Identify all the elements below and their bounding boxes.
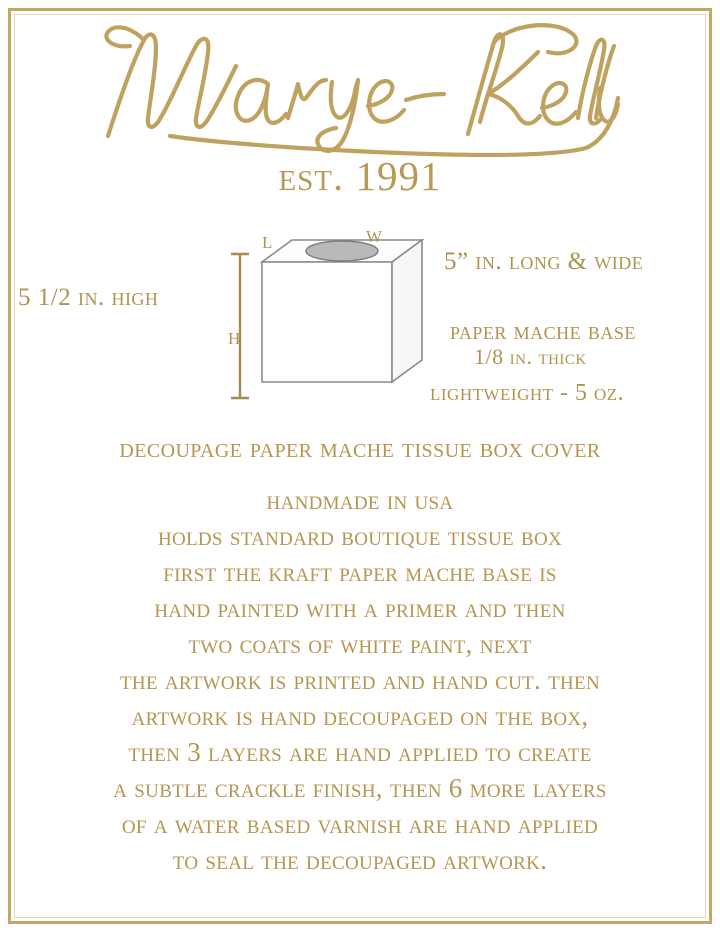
product-description bbox=[0, 482, 720, 878]
dimension-diagram bbox=[0, 222, 720, 422]
description-line: two coats of white paint, next bbox=[188, 629, 532, 659]
label-width: w bbox=[366, 222, 383, 248]
description-line: the artwork is printed and hand cut. then bbox=[120, 665, 600, 695]
description-line: holds standard boutique tissue box bbox=[157, 521, 563, 551]
description-line: artwork is hand decoupaged on the box, bbox=[131, 701, 589, 731]
description-line: to seal the decoupaged artwork. bbox=[172, 845, 548, 875]
label-length: l bbox=[262, 228, 273, 254]
long-wide-spec: 5” in. long & wide bbox=[444, 248, 644, 275]
base-material-spec: paper mache base bbox=[450, 318, 636, 345]
description-line: then 3 layers are hand applied to create bbox=[128, 737, 592, 767]
label-height: h bbox=[228, 324, 241, 350]
description-line: first the kraft paper mache base is bbox=[163, 557, 557, 587]
description-line: hand painted with a primer and then bbox=[154, 593, 566, 623]
weight-spec: lightweight - 5 oz. bbox=[430, 380, 625, 406]
thickness-spec: 1/8 in. thick bbox=[474, 344, 587, 369]
product-headline: decoupage paper mache tissue box cover bbox=[119, 432, 601, 464]
description-line: a subtle crackle finish, then 6 more layers bbox=[113, 773, 607, 803]
height-spec: 5 1/2 in. high bbox=[18, 284, 159, 311]
description-line: handmade in usa bbox=[266, 485, 454, 515]
description-line: of a water based varnish are hand applied bbox=[121, 809, 599, 839]
established-year: est. 1991 bbox=[278, 153, 442, 199]
